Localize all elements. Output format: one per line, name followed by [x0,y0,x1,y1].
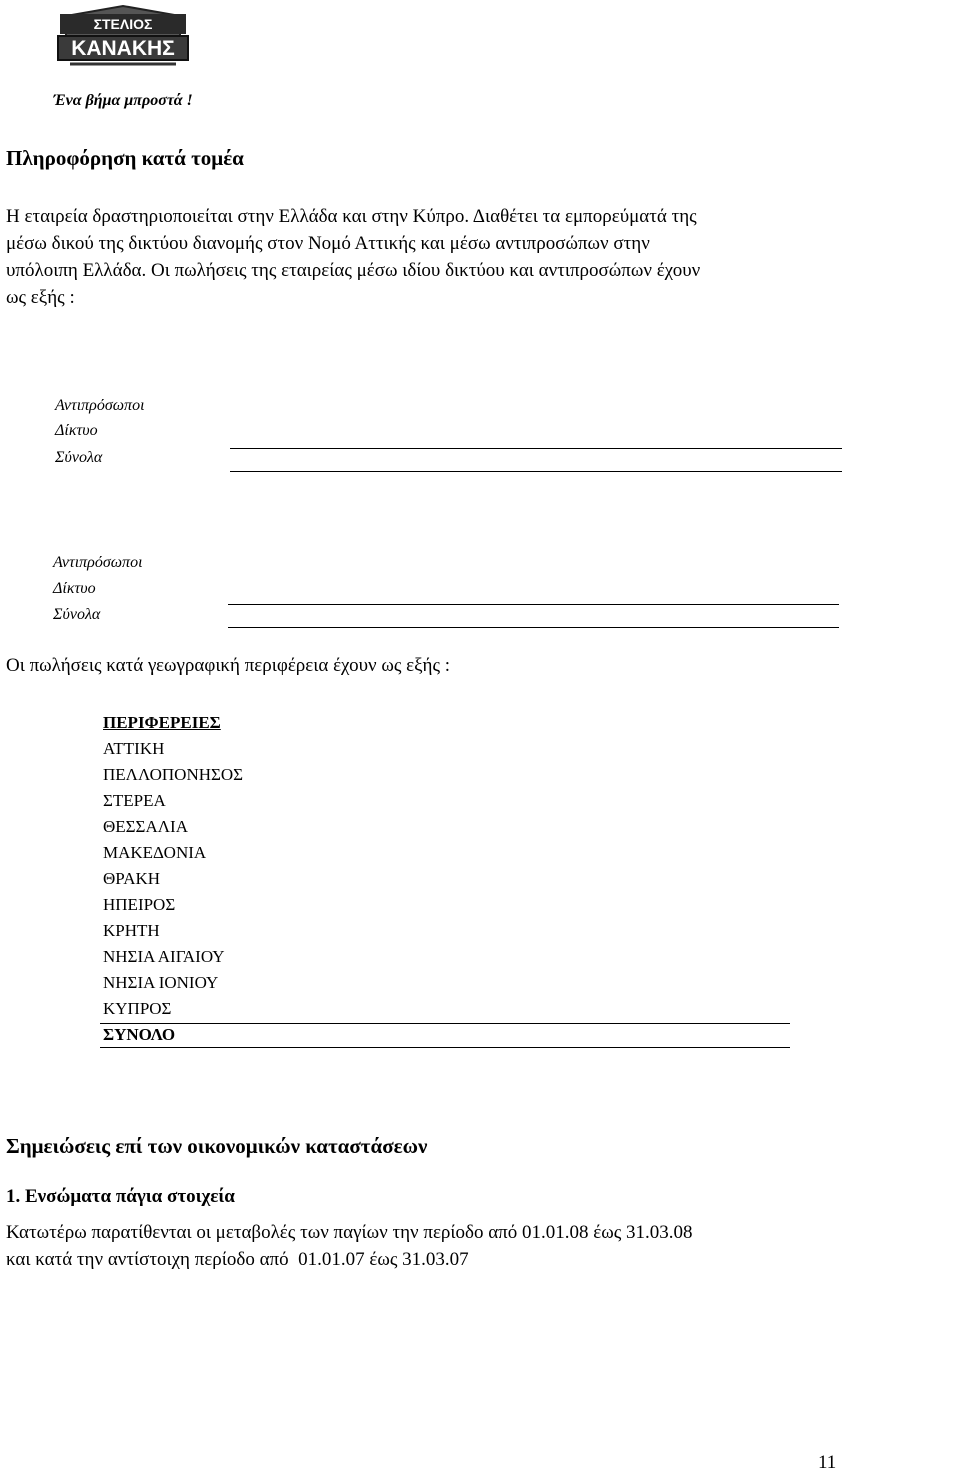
total-label: ΣΥΝΟΛΟ [103,1025,176,1044]
notes-title: Σημειώσεις επί των οικονομικών καταστάσεων [6,1134,428,1158]
region-name: ΚΥΠΡΟΣ [103,999,172,1018]
logo-brand-main: ΚΑΝΑΚΗΣ [71,37,175,60]
row-label: Αντιπρόσωποι [53,554,143,571]
region-name: ΠΕΛΛΟΠΟΝΗΣΟΣ [103,765,244,784]
total-rule [230,448,842,449]
intro-line: ως εξής : [6,287,75,308]
note-1-line: Κατωτέρω παρατίθενται οι μεταβολές των παγίων την περίοδο από 01.01.08 έως 31.03.08 [6,1222,693,1243]
intro-line: Η εταιρεία δραστηριοποιείται στην Ελλάδα και στην Κύπρο. Διαθέτει τα εμπορεύματά της [6,206,697,227]
total-label: Σύνολα [55,449,103,466]
region-name: ΗΠΕΙΡΟΣ [103,895,176,914]
region-name: ΘΡΑΚΗ [103,869,161,888]
note-1-line: και κατά την αντίστοιχη περίοδο από 01.01.07 έως 31.03.07 [6,1249,469,1270]
logo-slogan: Ένα βήμα μπροστά ! [53,92,193,109]
total-label: Σύνολα [53,606,101,623]
logo-brand-top: ΣΤΕΛΙΟΣ [93,16,153,32]
segment-table-2007 [0,498,960,638]
region-name: ΝΗΣΙΑ ΑΙΓΑΙΟΥ [103,947,225,966]
total-rule [100,1023,790,1024]
note-1-title: 1. Ενσώματα πάγια στοιχεία [6,1186,235,1207]
intro-line: μέσω δικού της δικτύου διανομής στον Νομό Αττικής και μέσω αντιπροσώπων στην [6,233,650,254]
region-name: ΘΕΣΣΑΛΙΑ [103,817,188,836]
region-name: ΣΤΕΡΕΑ [103,791,166,810]
region-name: ΑΤΤΙΚΗ [103,739,165,758]
section-title: Πληροφόρηση κατά τομέα [6,146,244,170]
regions-table [0,710,960,1050]
total-rule [228,604,839,605]
total-underline [230,471,842,472]
total-underline [100,1047,790,1048]
row-label: Δίκτυο [53,580,96,597]
region-name: ΝΗΣΙΑ ΙΟΝΙΟΥ [103,973,219,992]
region-name: ΜΑΚΕΔΟΝΙΑ [103,843,207,862]
company-logo [48,2,198,114]
total-underline [228,627,839,628]
row-label: Δίκτυο [55,422,98,439]
intro-paragraph [6,203,844,311]
row-label: Αντιπρόσωποι [55,397,145,414]
page-number: 11 [818,1452,837,1473]
col-header-regions: ΠΕΡΙΦΕΡΕΙΕΣ [103,713,221,732]
regions-intro: Οι πωλήσεις κατά γεωγραφική περιφέρεια έχουν ως εξής : [6,655,451,676]
segment-table-2008 [0,340,960,480]
note-1-text [6,1219,876,1273]
intro-line: υπόλοιπη Ελλάδα. Οι πωλήσεις της εταιρείας μέσω ιδίου δικτύου και αντιπροσώπων έχουν [6,260,701,281]
region-name: ΚΡΗΤΗ [103,921,160,940]
